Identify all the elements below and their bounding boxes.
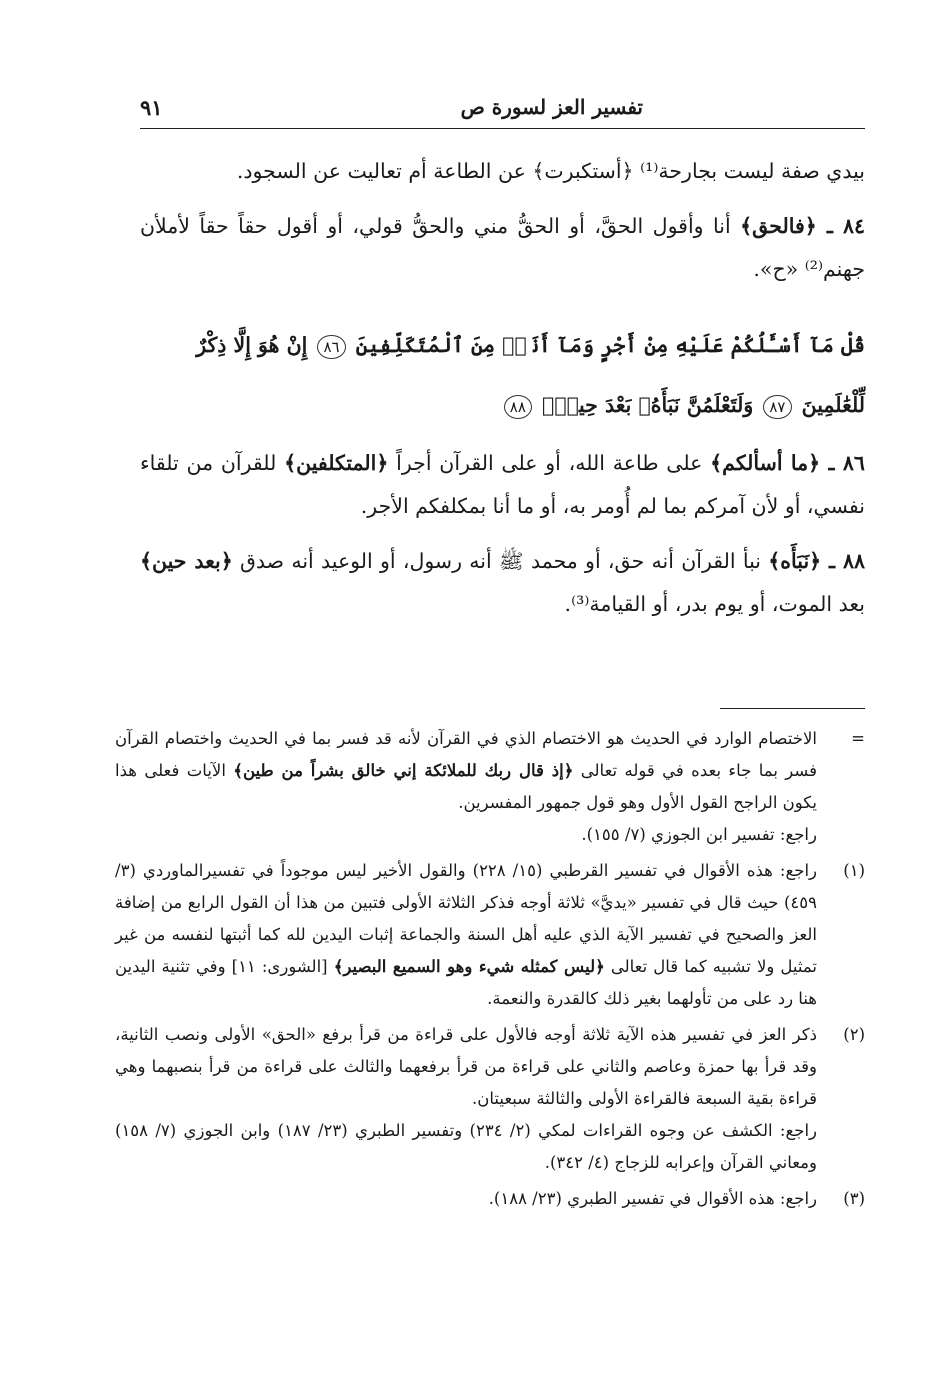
ayah-marker-86: ٨٦: [317, 335, 345, 359]
body-text-top: [140, 150, 865, 303]
footnote-text: [الشورى: ١١] وفي تثنية اليدين هنا رد على من تأولهما بغير ذلك كالقدرة والنعمة.: [115, 957, 817, 1008]
verse-label-86b: ﴿المتكلفين﴾: [284, 451, 389, 475]
verse-label-88b: ﴿بعد حين﴾: [140, 549, 233, 573]
verse-label-86: ٨٦ ـ ﴿ما أسألكم﴾: [710, 451, 865, 475]
ayah-marker-88: ٨٨: [504, 395, 532, 419]
paragraph-86: [140, 442, 865, 528]
footnote-verse: ﴿إذ قال ربك للملائكة إني خالق بشراً من طين﴾: [233, 761, 574, 780]
paragraph-88-text-b: بعد الموت، أو يوم بدر، أو القيامة⁽³⁾.: [564, 592, 865, 616]
paragraph-continuation: بيدي صفة ليست بجارحة⁽¹⁾ ﴿أستكبرت﴾ عن الطاعة أم تعاليت عن السجود.: [236, 159, 865, 183]
paragraph-86-text-b: للقرآن من تلقاء نفسي، أو لأن آمركم بما لم أُومر به، أو ما أنا بمكلفكم الأجر.: [140, 451, 865, 518]
body-text-bottom: [140, 442, 865, 638]
paragraph-84-text: أنا وأقول الحقَّ، أو الحقُّ مني والحقُّ قولي، أو أقول حقاً حقاً لأملأن جهنم⁽²⁾ «ح».: [140, 214, 865, 281]
verse-label-84: ٨٤ ـ ﴿فالحق﴾: [740, 214, 865, 238]
footnote-marker: =: [851, 729, 865, 748]
page-header: [140, 95, 865, 131]
footnote-divider: [720, 708, 865, 709]
footnote-text: راجع: هذه الأقوال في تفسير الطبري (٢٣/ ١٨٨).: [488, 1189, 817, 1208]
footnotes: [115, 723, 865, 1219]
footnote-2: [115, 1019, 865, 1179]
paragraph-88: [140, 540, 865, 626]
ayah-marker-87: ٨٧: [763, 395, 791, 419]
footnote-continuation: [115, 723, 865, 851]
header-divider: [140, 128, 865, 129]
footnote-text: الاختصام الوارد في الحديث هو الاختصام الذي في القرآن لأنه قد فسر بما في الحديث واختصام القرآن فسر بما جاء بعده في قوله تعالى: [115, 729, 818, 780]
paragraph-88-text-a: نبأ القرآن أنه حق، أو محمد ﷺ أنه رسول، أو الوعيد أنه صدق: [240, 549, 761, 573]
footnote-text: الآيات فعلى هذا يكون الراجح القول الأول وهو قول جمهور المفسرين.: [115, 761, 817, 812]
footnote-verse: ﴿ليس كمثله شيء وهو السميع البصير﴾: [333, 957, 605, 976]
verse-87: إِنْ هُوَ إِلَّا ذِكْرٌ لِّلْعَٰلَمِينَ: [196, 333, 865, 417]
footnote-marker: (١): [843, 861, 865, 880]
footnote-text: راجع: هذه الأقوال في تفسير القرطبي (١٥/ ٢٢٨) والقول الأخير ليس موجوداً في تفسيرالماوردي (٣/ ٤٥٩) حيث قال في تفسير «يديَّ» ثلاثة أوجه فذكر الثلاثة الأولى فتبين من هذا أن القول الرابع من إضافة العز والصحيح في تفسير الآية الذي عليه أهل السنة والجماعة إثبات اليدين لله كما أثبتها لنفسه من غير تمثيل ولا تشبيه كما قال تعالى: [115, 861, 817, 976]
footnote-text: ذكر العز في تفسير هذه الآية ثلاثة أوجه فالأول على قراءة من قرأ برفع «الحق» الأولى ونصب الثانية، وقد قرأ بها حمزة وعاصم والثاني على قراءة من قرأ برفعهما والثالث على قراءة من قرأ بنصبهما وهي قراءة بقية السبعة فالقراءة الأولى والثالثة سبعيتان.: [115, 1025, 817, 1108]
footnote-3: [115, 1183, 865, 1215]
footnote-marker: (٢): [843, 1025, 865, 1044]
page-number: ٩١: [140, 95, 163, 120]
paragraph-86-text-a: على طاعة الله، أو على القرآن أجراً: [396, 451, 703, 475]
footnote-marker: (٣): [843, 1189, 865, 1208]
verse-label-88: ٨٨ ـ ﴿نَبَأَه﴾: [768, 549, 865, 573]
verse-86: قُلْ مَآ أَسْـَٔلُكُمْ عَلَيْهِ مِنْ أَجْرٍ وَمَآ أَنَا۠ مِنَ ٱلْمُتَكَلِّفِينَ: [355, 333, 865, 357]
running-title: تفسير العز لسورة ص: [460, 95, 643, 119]
footnote-reference: راجع: تفسير ابن الجوزي (٧/ ١٥٥).: [581, 825, 817, 844]
footnote-1: [115, 855, 865, 1015]
footnote-reference: راجع: الكشف عن وجوه القراءات لمكي (٢/ ٢٣٤) وتفسير الطبري (٢٣/ ١٨٧) وابن الجوزي (٧/ ١٥٨) ومعاني القرآن وإعرابه للزجاج (٤/ ٣٤٢).: [115, 1121, 818, 1172]
verse-88: وَلَتَعْلَمُنَّ نَبَأَهُۥ بَعْدَ حِينٍۭ: [542, 393, 754, 417]
quran-verse: [140, 315, 865, 435]
paragraph-84: [140, 205, 865, 291]
